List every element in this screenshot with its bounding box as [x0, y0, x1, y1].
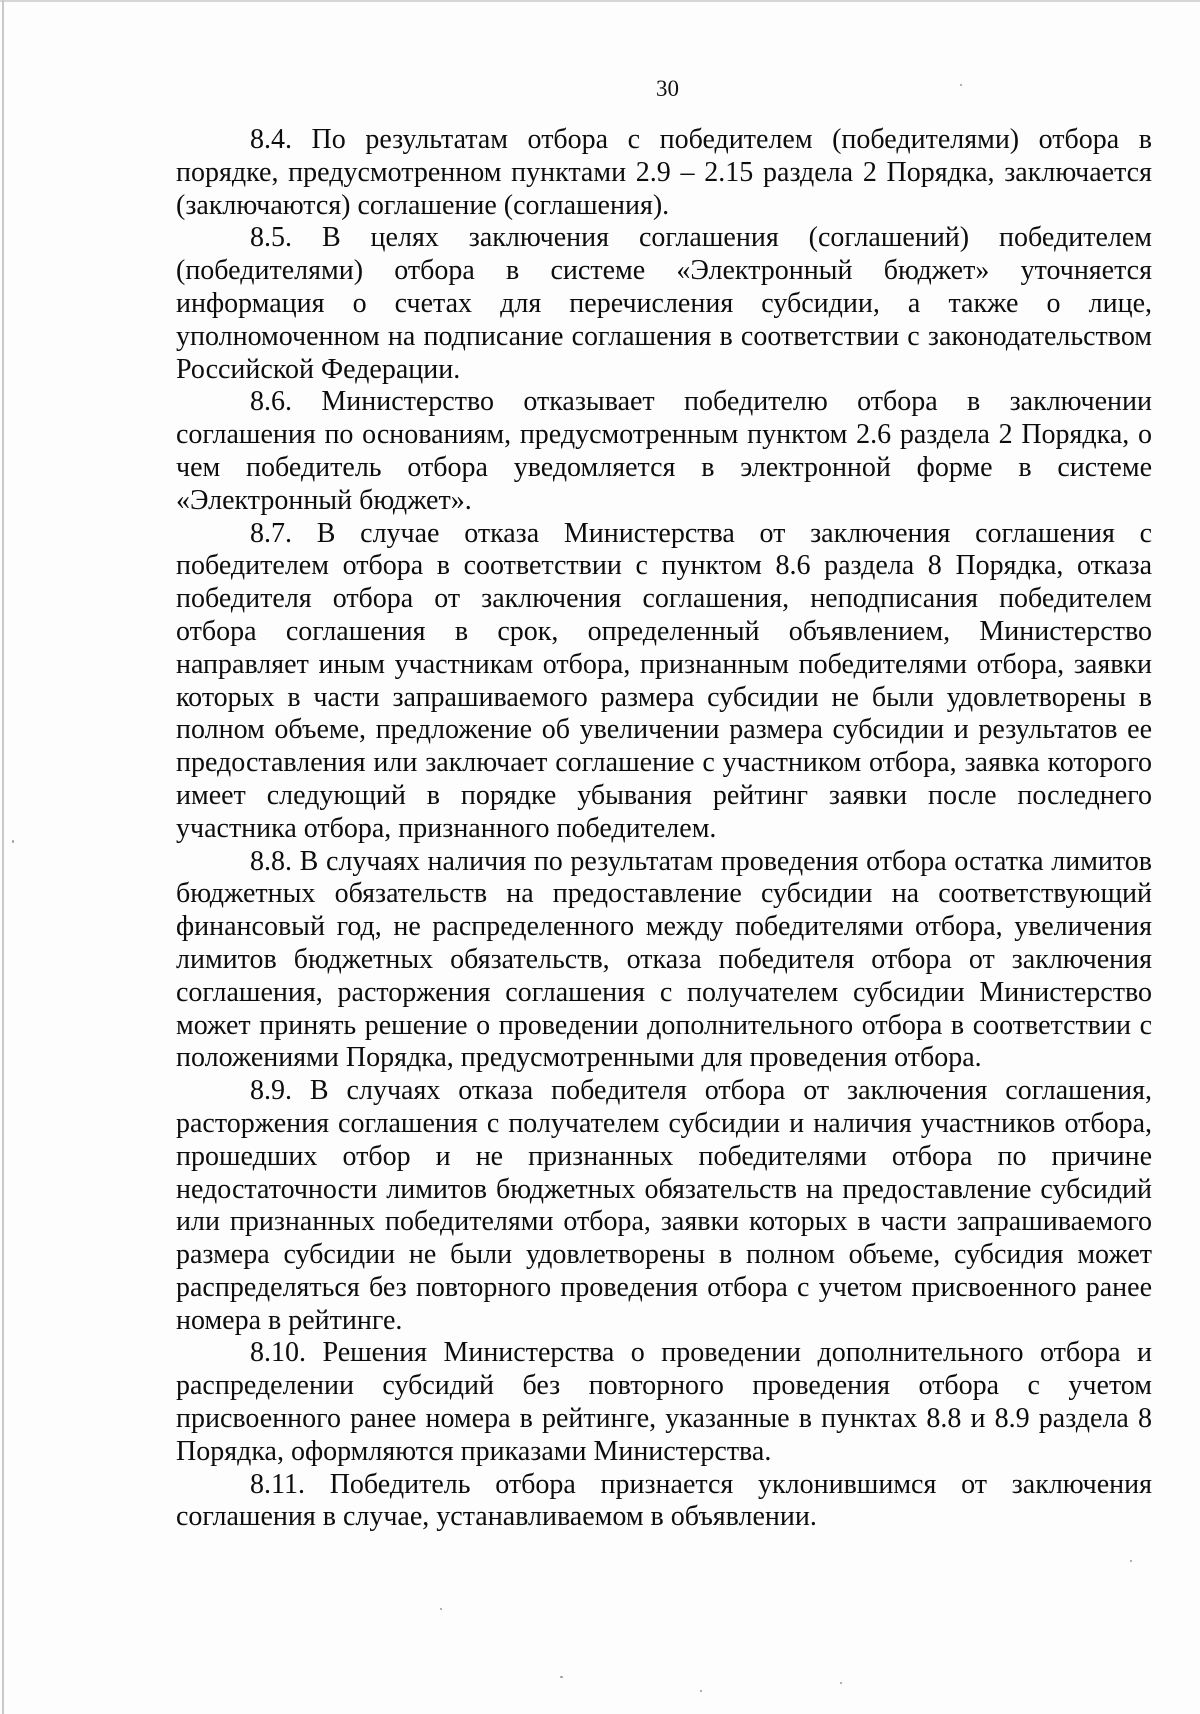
- scan-speck: [440, 1608, 442, 1610]
- paragraph-8-8: 8.8. В случаях наличия по результатам проведения отбора остатка лимитов бюджетных обязательств на предоставление субсидии на соответствующий финансовый год, не распределенного между победителями отбора, увеличения лимитов бюджетных обязательств, отказа победителя отбора от заключения соглашения, расторжения соглашения с получателем субсидии Министерство может принять решение о проведении дополнительного отбора в соответствии с положениями Порядка, предусмотренными для проведения отбора.: [176, 845, 1152, 1074]
- scan-speck: [960, 84, 962, 86]
- scan-speck: [840, 1682, 842, 1684]
- scan-speck: [560, 1676, 563, 1678]
- scan-top-edge: [0, 0, 1200, 2]
- scan-left-edge: [2, 0, 4, 1714]
- page-number: 30: [656, 76, 679, 101]
- paragraph-8-9: 8.9. В случаях отказа победителя отбора от заключения соглашения, расторжения соглашения с получателем субсидии и наличия участников отбора, прошедших отбор и не признанных победителями отбора по причине недостаточности лимитов бюджетных обязательств на предоставление субсидий или признанных победителями отбора, заявки которых в части запрашиваемого размера субсидии не были удовлетворены в полном объеме, субсидия может распределяться без повторного проведения отбора с учетом присвоенного ранее номера в рейтинге.: [176, 1075, 1152, 1336]
- scan-speck: [1130, 1560, 1132, 1562]
- paragraph-8-10: 8.10. Решения Министерства о проведении дополнительного отбора и распределении субсидий без повторного проведения отбора с учетом присвоенного ранее номера в рейтинге, указанные в пунктах 8.8 и 8.9 раздела 8 Порядка, оформляются приказами Министерства.: [176, 1337, 1152, 1467]
- paragraph-8-4: 8.4. По результатам отбора с победителем (победителями) отбора в порядке, предусмотренном пунктами 2.9 – 2.15 раздела 2 Порядка, заключается (заключаются) соглашение (соглашения).: [176, 124, 1152, 221]
- document-body: [176, 124, 1152, 1534]
- paragraph-8-11: 8.11. Победитель отбора признается уклонившимся от заключения соглашения в случае, устанавливаемом в объявлении.: [176, 1468, 1152, 1533]
- paragraph-8-7: 8.7. В случае отказа Министерства от заключения соглашения с победителем отбора в соответствии с пунктом 8.6 раздела 8 Порядка, отказа победителя отбора от заключения соглашения, неподписания победителем отбора соглашения в срок, определенный объявлением, Министерство направляет иным участникам отбора, признанным победителями отбора, заявки которых в части запрашиваемого размера субсидии не были удовлетворены в полном объеме, предложение об увеличении размера субсидии и результатов ее предоставления или заключает соглашение с участником отбора, заявка которого имеет следующий в порядке убывания рейтинг заявки после последнего участника отбора, признанного победителем.: [176, 517, 1152, 844]
- scan-speck: [12, 840, 14, 843]
- paragraph-8-6: 8.6. Министерство отказывает победителю отбора в заключении соглашения по основаниям, предусмотренным пунктом 2.6 раздела 2 Порядка, о чем победитель отбора уведомляется в электронной форме в системе «Электронный бюджет».: [176, 386, 1152, 516]
- scan-speck: [700, 1690, 702, 1692]
- paragraph-8-5: 8.5. В целях заключения соглашения (соглашений) победителем (победителями) отбора в системе «Электронный бюджет» уточняется информация о счетах для перечисления субсидии, а также о лице, уполномоченном на подписание соглашения в соответствии с законодательством Российской Федерации.: [176, 222, 1152, 385]
